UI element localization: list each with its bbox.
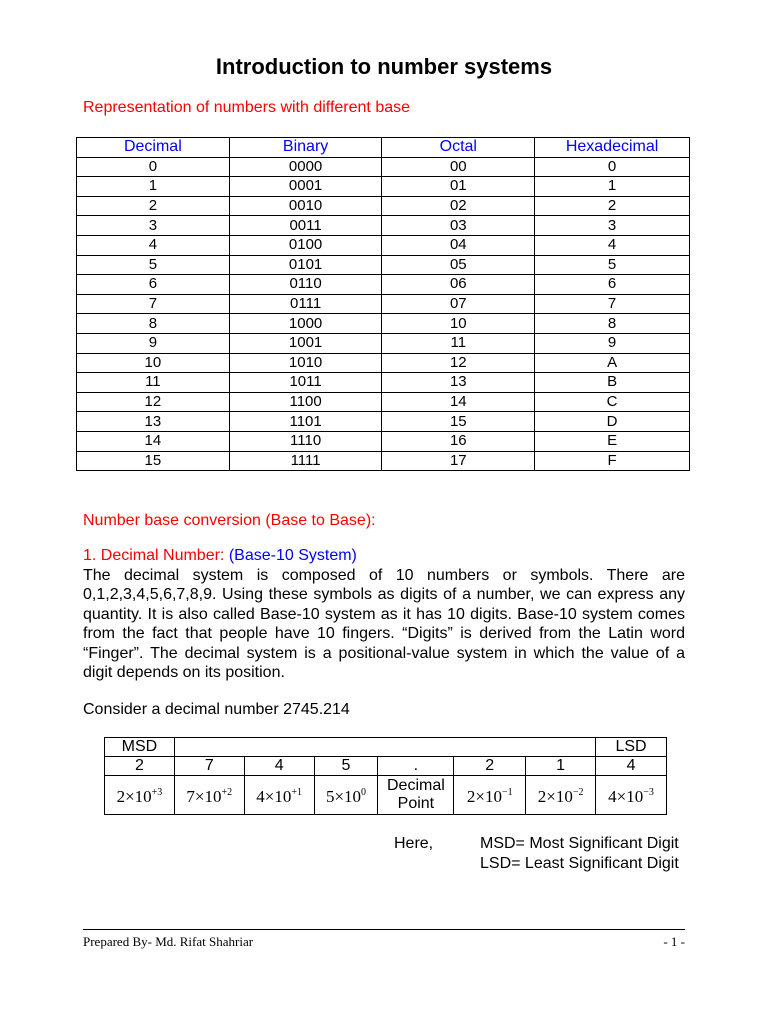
cell-binary: 1011 xyxy=(229,373,382,393)
footer-divider xyxy=(83,929,685,930)
weight-exponent: −2 xyxy=(572,787,584,798)
table-row xyxy=(77,235,690,255)
table-row xyxy=(77,431,690,451)
cell-decimal: 11 xyxy=(77,373,230,393)
cell-binary: 1101 xyxy=(229,412,382,432)
cell-hex: A xyxy=(535,353,690,373)
conversion-heading: Number base conversion (Base to Base): xyxy=(83,512,376,529)
cell-binary: 0101 xyxy=(229,255,382,275)
table-row xyxy=(77,196,690,216)
weight-row xyxy=(105,776,667,815)
cell-hex: 1 xyxy=(535,177,690,197)
weight-exponent: +2 xyxy=(221,787,233,798)
cell-hex: D xyxy=(535,412,690,432)
digit-cell: 4 xyxy=(244,757,314,776)
cell-octal: 00 xyxy=(382,157,535,177)
digit-cell: . xyxy=(378,757,454,776)
weight-cell xyxy=(105,776,175,815)
digit-cell: 2 xyxy=(105,757,175,776)
cell-hex: 0 xyxy=(535,157,690,177)
digit-label-row xyxy=(105,738,667,757)
digit-cell: 5 xyxy=(314,757,378,776)
legend-msd: MSD= Most Significant Digit xyxy=(480,835,679,852)
cell-binary: 1001 xyxy=(229,333,382,353)
cell-binary: 0110 xyxy=(229,275,382,295)
lsd-label: LSD xyxy=(596,738,667,757)
cell-decimal: 6 xyxy=(77,275,230,295)
weight-base: 7×10 xyxy=(186,787,222,806)
decimal-heading-highlight: (Base-10 System) xyxy=(228,547,357,564)
cell-hex: 9 xyxy=(535,333,690,353)
weight-base: 5×10 xyxy=(325,787,362,806)
legend-here: Here, xyxy=(394,835,434,852)
cell-binary: 0011 xyxy=(229,216,382,236)
cell-hex: B xyxy=(535,373,690,393)
cell-decimal: 0 xyxy=(77,157,230,177)
decimal-point-label xyxy=(378,776,454,815)
table-row xyxy=(77,294,690,314)
cell-octal: 13 xyxy=(382,373,535,393)
footer-prepared-by: Prepared By- Md. Rifat Shahriar xyxy=(83,934,254,949)
cell-hex: C xyxy=(535,392,690,412)
cell-binary: 0100 xyxy=(229,235,382,255)
table-row xyxy=(77,275,690,295)
weight-cell xyxy=(244,776,314,815)
table-row xyxy=(77,392,690,412)
cell-octal: 01 xyxy=(382,177,535,197)
header-hexadecimal: Hexadecimal xyxy=(535,138,690,158)
weight-exponent: +1 xyxy=(291,787,303,798)
table-row xyxy=(77,255,690,275)
table-body xyxy=(77,157,690,471)
number-base-table xyxy=(76,137,690,471)
table-row xyxy=(77,353,690,373)
cell-decimal: 4 xyxy=(77,235,230,255)
table-row xyxy=(77,314,690,334)
cell-binary: 1100 xyxy=(229,392,382,412)
cell-octal: 10 xyxy=(382,314,535,334)
cell-octal: 07 xyxy=(382,294,535,314)
header-binary: Binary xyxy=(229,138,382,158)
cell-binary: 0010 xyxy=(229,196,382,216)
weight-cell xyxy=(596,776,667,815)
cell-hex: E xyxy=(535,431,690,451)
weight-base: 2×10 xyxy=(466,787,502,806)
cell-binary: 1110 xyxy=(229,431,382,451)
header-octal: Octal xyxy=(382,138,535,158)
table-row xyxy=(77,333,690,353)
cell-decimal: 14 xyxy=(77,431,230,451)
cell-hex: 5 xyxy=(535,255,690,275)
cell-octal: 04 xyxy=(382,235,535,255)
legend-lsd: LSD= Least Significant Digit xyxy=(480,855,679,872)
table-row xyxy=(77,451,690,471)
weight-exponent: +3 xyxy=(151,787,163,798)
table-row xyxy=(77,373,690,393)
cell-binary: 0000 xyxy=(229,157,382,177)
cell-decimal: 15 xyxy=(77,451,230,471)
cell-decimal: 2 xyxy=(77,196,230,216)
cell-binary: 1111 xyxy=(229,451,382,471)
cell-octal: 02 xyxy=(382,196,535,216)
decimal-point-line2: Point xyxy=(397,795,435,812)
cell-octal: 11 xyxy=(382,333,535,353)
cell-octal: 17 xyxy=(382,451,535,471)
cell-hex: 3 xyxy=(535,216,690,236)
weight-cell xyxy=(526,776,596,815)
cell-hex: F xyxy=(535,451,690,471)
cell-binary: 0001 xyxy=(229,177,382,197)
decimal-heading-prefix: 1. Decimal Number: xyxy=(83,547,229,564)
cell-binary: 1010 xyxy=(229,353,382,373)
cell-binary: 1000 xyxy=(229,314,382,334)
cell-decimal: 13 xyxy=(77,412,230,432)
cell-hex: 8 xyxy=(535,314,690,334)
decimal-heading xyxy=(83,546,357,566)
section-subtitle: Representation of numbers with different base xyxy=(83,99,411,116)
consider-text: Consider a decimal number 2745.214 xyxy=(83,701,350,718)
decimal-paragraph: The decimal system is composed of 10 numbers or symbols. There are 0,1,2,3,4,5,6,7,8,9. Using these symbols as digits of a number, we can express any quantity. It is also called Base-10 system as it has 10 digits. Base-10 system comes from the fact that people have 10 fingers. “Digits” is derived from the Latin word “Finger”. The decimal system is a positional-value system in which the value of a digit depends on its position. xyxy=(83,567,685,682)
digit-cell: 2 xyxy=(454,757,526,776)
digit-cell: 1 xyxy=(526,757,596,776)
weight-base: 4×10 xyxy=(608,787,644,806)
cell-binary: 0111 xyxy=(229,294,382,314)
cell-decimal: 8 xyxy=(77,314,230,334)
cell-decimal: 1 xyxy=(77,177,230,197)
cell-octal: 12 xyxy=(382,353,535,373)
weight-exponent: −3 xyxy=(643,787,654,798)
cell-octal: 16 xyxy=(382,431,535,451)
cell-decimal: 10 xyxy=(77,353,230,373)
cell-decimal: 12 xyxy=(77,392,230,412)
table-header-row xyxy=(77,138,690,158)
label-spacer xyxy=(174,738,595,757)
cell-decimal: 3 xyxy=(77,216,230,236)
table-row xyxy=(77,216,690,236)
page-title: Introduction to number systems xyxy=(215,54,553,79)
cell-decimal: 7 xyxy=(77,294,230,314)
weight-base: 2×10 xyxy=(537,787,573,806)
cell-octal: 14 xyxy=(382,392,535,412)
digit-cell: 4 xyxy=(596,757,667,776)
msd-label: MSD xyxy=(105,738,175,757)
cell-octal: 15 xyxy=(382,412,535,432)
cell-octal: 05 xyxy=(382,255,535,275)
digit-row xyxy=(105,757,667,776)
decimal-point-line1: Decimal xyxy=(386,777,445,794)
digit-position-table xyxy=(104,737,667,815)
cell-decimal: 5 xyxy=(77,255,230,275)
weight-cell xyxy=(174,776,244,815)
footer-page-number: - 1 - xyxy=(663,934,685,949)
digit-cell: 7 xyxy=(174,757,244,776)
table-row xyxy=(77,412,690,432)
cell-octal: 06 xyxy=(382,275,535,295)
cell-hex: 7 xyxy=(535,294,690,314)
weight-exponent: 0 xyxy=(361,787,367,798)
weight-cell xyxy=(314,776,378,815)
cell-hex: 4 xyxy=(535,235,690,255)
cell-hex: 6 xyxy=(535,275,690,295)
cell-decimal: 9 xyxy=(77,333,230,353)
table-row xyxy=(77,157,690,177)
weight-exponent: −1 xyxy=(501,787,513,798)
cell-hex: 2 xyxy=(535,196,690,216)
weight-base: 4×10 xyxy=(256,787,292,806)
weight-cell xyxy=(454,776,526,815)
cell-octal: 03 xyxy=(382,216,535,236)
header-decimal: Decimal xyxy=(77,138,230,158)
table-row xyxy=(77,177,690,197)
weight-base: 2×10 xyxy=(116,787,152,806)
